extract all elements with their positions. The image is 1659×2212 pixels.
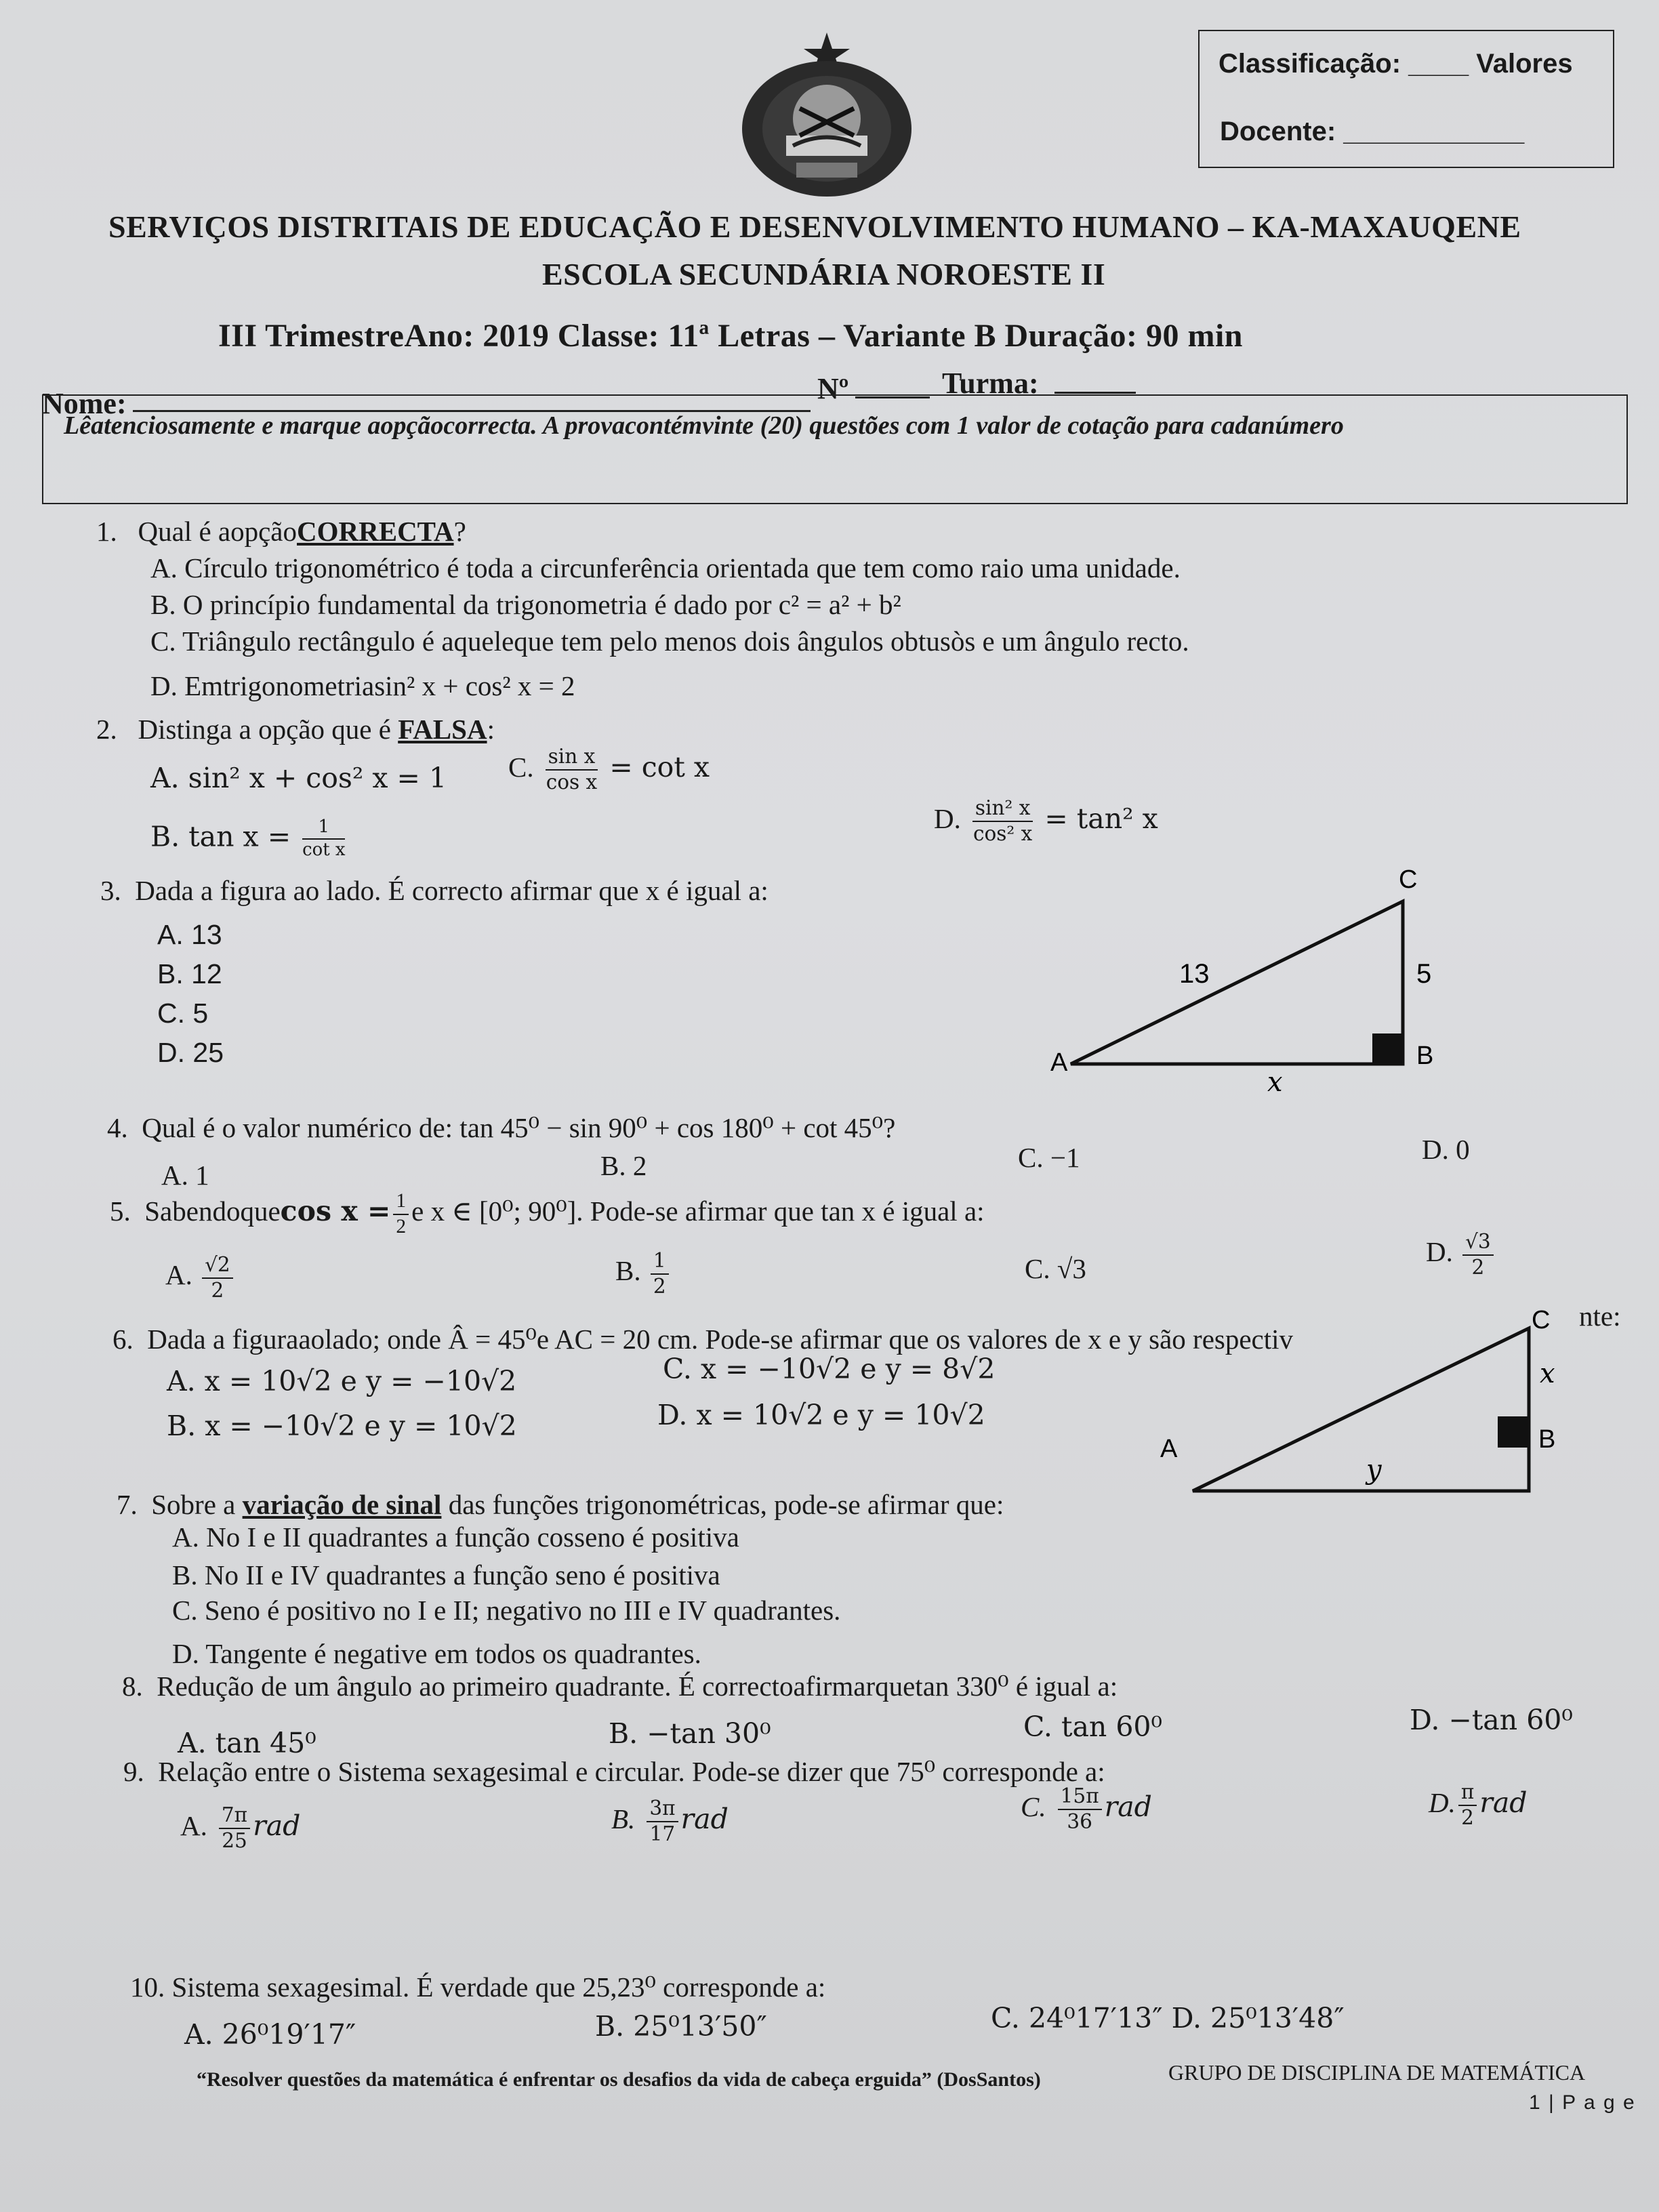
- q5-option-d-denominator: 2: [1471, 1255, 1485, 1279]
- q1-stem-emphasis: CORRECTA: [297, 516, 454, 547]
- q10-stem: [130, 1971, 825, 2003]
- q10-stem-text: Sistema sexagesimal. É verdade que 25,23⁰ corresponde a:: [171, 1971, 826, 2003]
- q3-option-b[interactable]: B. 12: [157, 958, 222, 989]
- q5-stem-cos: cos x =: [280, 1194, 391, 1227]
- q6-vertex-c: C: [1532, 1306, 1551, 1334]
- q7-option-b[interactable]: B. No II e IV quadrantes a função seno é positiva: [172, 1559, 720, 1591]
- q2-stem: [96, 713, 495, 745]
- q6-option-b[interactable]: B. x = −10√2 e y = 10√2: [167, 1410, 517, 1442]
- q9-option-c-denominator: 36: [1067, 1809, 1092, 1833]
- q1-option-a[interactable]: A. Círculo trigonométrico é toda a circunferência orientada que tem como raio uma unidade.: [150, 552, 1181, 583]
- q3-number: 3.: [100, 875, 121, 906]
- q6-vertex-a: A: [1160, 1435, 1178, 1463]
- q3-triangle-figure: [1037, 867, 1471, 1098]
- q3-vertex-a: A: [1050, 1048, 1068, 1077]
- q6-number: 6.: [112, 1324, 134, 1355]
- q5-option-d-label: D.: [1426, 1235, 1453, 1267]
- q9-option-a-unit: rad: [253, 1809, 301, 1843]
- docente-label: Docente: ____________: [1220, 117, 1525, 146]
- q4-stem-text: Qual é o valor numérico de: tan 45⁰ − sin 90⁰ + cos 180⁰ + cot 45⁰?: [142, 1112, 896, 1143]
- q6-option-a[interactable]: A. x = 10√2 e y = −10√2: [167, 1365, 517, 1397]
- q5-option-b-numerator: 1: [651, 1251, 669, 1275]
- q9-option-c-unit: rad: [1104, 1790, 1152, 1824]
- q5-option-b[interactable]: [615, 1251, 672, 1296]
- q6-stem-text: Dada a figuraaolado; onde Â = 45⁰e AC = 20 cm. Pode-se afirmar que os valores de x e y são respectiv: [147, 1324, 1294, 1355]
- q2-option-c[interactable]: [508, 747, 710, 792]
- numero-label: Nº: [817, 372, 849, 405]
- q9-option-a-label: A.: [180, 1810, 207, 1842]
- q10-option-b[interactable]: B. 25⁰13′50″: [595, 2010, 767, 2043]
- q2-option-c-label: C.: [508, 752, 534, 783]
- q8-option-c[interactable]: C. tan 60⁰: [1023, 1711, 1162, 1743]
- q5-stem: [110, 1191, 985, 1237]
- q5-option-b-label: B.: [615, 1254, 641, 1286]
- q9-option-c[interactable]: [1021, 1786, 1152, 1832]
- q5-option-d-numerator: √3: [1462, 1232, 1494, 1256]
- q2-option-d[interactable]: [934, 798, 1158, 844]
- q6-x-label: x: [1540, 1358, 1555, 1389]
- q2-stem-text: Distinga a opção que é: [138, 714, 398, 745]
- q10-number: 10.: [130, 1971, 165, 2003]
- q9-option-c-numerator: 15π: [1058, 1786, 1102, 1810]
- q2-option-b-denominator: cot x: [302, 839, 346, 860]
- q3-vertex-b: B: [1416, 1042, 1434, 1070]
- q4-option-d[interactable]: D. 0: [1422, 1134, 1470, 1165]
- q9-option-a[interactable]: [180, 1805, 300, 1851]
- q2-option-b[interactable]: [150, 819, 348, 859]
- q5-option-d[interactable]: [1426, 1232, 1496, 1277]
- exam-info-line: III TrimestreAno: 2019 Classe: 11ª Letras – Variante B Duração: 90 min: [218, 318, 1243, 354]
- q4-option-c[interactable]: C. −1: [1018, 1142, 1080, 1173]
- q4-option-a[interactable]: A. 1: [161, 1160, 209, 1191]
- q3-stem: [100, 874, 769, 907]
- q6-stem: [112, 1323, 1293, 1355]
- footer-quote: “Resolver questões da matemática é enfrentar os desafios da vida de cabeça erguida” (DosSantos): [197, 2068, 1041, 2091]
- q2-option-c-numerator: sin x: [546, 747, 598, 771]
- q7-option-a[interactable]: A. No I e II quadrantes a função cosseno é positiva: [172, 1521, 739, 1553]
- instructions-text: Lêatenciosamente e marque aopçãocorrecta. A provacontémvinte (20) questões com 1 valor de cotação para cadanúmero: [64, 411, 1344, 440]
- q6-y-label: y: [1366, 1454, 1382, 1486]
- q1-stem-end: ?: [453, 516, 466, 547]
- q8-option-a[interactable]: A. tan 45⁰: [178, 1727, 316, 1759]
- q1-stem: [96, 515, 466, 548]
- q5-stem-rest: e x ∈ [0⁰; 90⁰]. Pode-se afirmar que tan x é igual a:: [411, 1195, 985, 1227]
- q4-option-b[interactable]: B. 2: [600, 1150, 647, 1181]
- q8-stem-text: Redução de um ângulo ao primeiro quadrante. É correctoafirmarquetan 330⁰ é igual a:: [157, 1671, 1118, 1702]
- q3-option-a[interactable]: A. 13: [157, 919, 222, 950]
- nome-label: Nome:: [42, 387, 127, 420]
- q9-number: 9.: [123, 1756, 144, 1787]
- q9-option-b-unit: rad: [680, 1803, 729, 1836]
- q5-stem-numerator: 1: [393, 1191, 409, 1215]
- q1-option-c[interactable]: C. Triângulo rectângulo é aqueleque tem pelo menos dois ângulos obtusòs e um ângulo recto.: [150, 626, 1189, 657]
- q9-option-d-label: D.: [1429, 1787, 1456, 1819]
- q3-x-label: x: [1267, 1067, 1283, 1098]
- q9-option-b[interactable]: [611, 1799, 729, 1844]
- q1-number: 1.: [96, 516, 117, 547]
- q5-stem-text: Sabendoque: [144, 1195, 281, 1227]
- q2-stem-emphasis: FALSA: [398, 714, 487, 745]
- q5-option-a-numerator: √2: [202, 1255, 233, 1279]
- q9-option-b-label: B.: [611, 1803, 636, 1835]
- school-name-title: ESCOLA SECUNDÁRIA NOROESTE II: [542, 257, 1106, 291]
- q8-option-d[interactable]: D. −tan 60⁰: [1410, 1704, 1573, 1736]
- footer-group: GRUPO DE DISCIPLINA DE MATEMÁTICA: [1168, 2060, 1586, 2085]
- coat-of-arms-emblem: [732, 27, 922, 203]
- q3-vertex-c: C: [1399, 867, 1418, 894]
- q3-stem-text: Dada a figura ao lado. É correcto afirmar que x é igual a:: [135, 875, 769, 906]
- q8-number: 8.: [122, 1671, 143, 1702]
- q2-stem-end: :: [487, 714, 495, 745]
- q4-number: 4.: [107, 1112, 128, 1143]
- q9-stem: [123, 1755, 1105, 1788]
- q2-option-a[interactable]: A. sin² x + cos² x = 1: [150, 762, 447, 794]
- turma-label: Turma:: [942, 367, 1039, 400]
- q9-option-d-numerator: π: [1458, 1782, 1477, 1806]
- q3-hypotenuse-label: 13: [1179, 959, 1210, 989]
- q5-option-b-denominator: 2: [653, 1274, 666, 1298]
- q6-stem-tail: nte:: [1579, 1300, 1621, 1332]
- q1-option-b[interactable]: B. O princípio fundamental da trigonometria é dado por c² = a² + b²: [150, 589, 901, 620]
- q5-option-a-label: A.: [165, 1258, 192, 1290]
- q7-stem-emphasis: variação de sinal: [242, 1489, 442, 1520]
- q9-option-b-numerator: 3π: [647, 1799, 678, 1822]
- q1-stem-text: Qual é aopção: [138, 516, 297, 547]
- q2-option-d-rest: = tan² x: [1044, 802, 1158, 836]
- turma-line[interactable]: [1054, 392, 1136, 394]
- q2-option-b-numerator: 1: [302, 819, 345, 840]
- q2-option-c-rest: = cot x: [609, 751, 710, 784]
- q2-option-d-numerator: sin² x: [972, 798, 1033, 822]
- q9-option-d[interactable]: [1429, 1782, 1528, 1828]
- q8-stem: [122, 1670, 1118, 1702]
- q4-stem: [107, 1111, 895, 1144]
- q9-option-a-numerator: 7π: [219, 1805, 250, 1829]
- q7-option-d[interactable]: D. Tangente é negative em todos os quadrantes.: [172, 1638, 701, 1669]
- q7-stem-end: das funções trigonométricas, pode-se afirmar que:: [441, 1489, 1004, 1520]
- q2-option-d-denominator: cos² x: [972, 821, 1033, 845]
- q7-stem-text: Sobre a: [151, 1489, 243, 1520]
- q9-option-d-unit: rad: [1479, 1786, 1528, 1820]
- q3-option-c[interactable]: C. 5: [157, 998, 209, 1029]
- q6-vertex-b: B: [1538, 1425, 1556, 1454]
- q7-number: 7.: [117, 1489, 138, 1520]
- q2-option-d-label: D.: [934, 803, 961, 835]
- q5-option-a-denominator: 2: [211, 1278, 224, 1302]
- q9-option-a-denominator: 25: [222, 1828, 247, 1852]
- q5-option-a[interactable]: [165, 1255, 236, 1300]
- q3-option-d[interactable]: D. 25: [157, 1037, 224, 1068]
- classificacao-label: Classificação: ____ Valores: [1218, 49, 1573, 79]
- q2-option-c-denominator: cos x: [546, 770, 598, 794]
- q2-number: 2.: [96, 714, 117, 745]
- q5-stem-denominator: 2: [396, 1215, 407, 1237]
- q2-option-b-label: B. tan x =: [150, 820, 291, 853]
- q6-option-c[interactable]: C. x = −10√2 e y = 8√2: [663, 1353, 996, 1385]
- q3-leg-label: 5: [1416, 959, 1432, 989]
- q10-option-a[interactable]: A. 26⁰19′17″: [184, 2018, 356, 2051]
- q10-option-c[interactable]: C. 24⁰17′13″ D. 25⁰13′48″: [991, 2002, 1345, 2034]
- page-number: 1 | P a g e: [1529, 2091, 1636, 2114]
- q5-number: 5.: [110, 1195, 131, 1227]
- q6-option-d[interactable]: D. x = 10√2 e y = 10√2: [657, 1399, 985, 1431]
- q9-option-b-denominator: 17: [649, 1822, 676, 1845]
- q9-stem-text: Relação entre o Sistema sexagesimal e circular. Pode-se dizer que 75⁰ corresponde a:: [158, 1756, 1105, 1787]
- q5-option-c[interactable]: C. √3: [1025, 1253, 1086, 1284]
- q9-option-c-label: C.: [1021, 1791, 1046, 1823]
- q9-option-d-denominator: 2: [1461, 1805, 1474, 1829]
- school-services-title: SERVIÇOS DISTRITAIS DE EDUCAÇÃO E DESENVOLVIMENTO HUMANO – KA-MAXAUQENE: [108, 209, 1521, 244]
- q7-stem: [117, 1488, 1004, 1521]
- q8-option-b[interactable]: B. −tan 30⁰: [609, 1717, 771, 1750]
- q7-option-c[interactable]: C. Seno é positivo no I e II; negativo no III e IV quadrantes.: [172, 1595, 841, 1626]
- q6-triangle-figure: [1152, 1301, 1586, 1504]
- q1-option-d[interactable]: D. Emtrigonometriasin² x + cos² x = 2: [150, 670, 575, 701]
